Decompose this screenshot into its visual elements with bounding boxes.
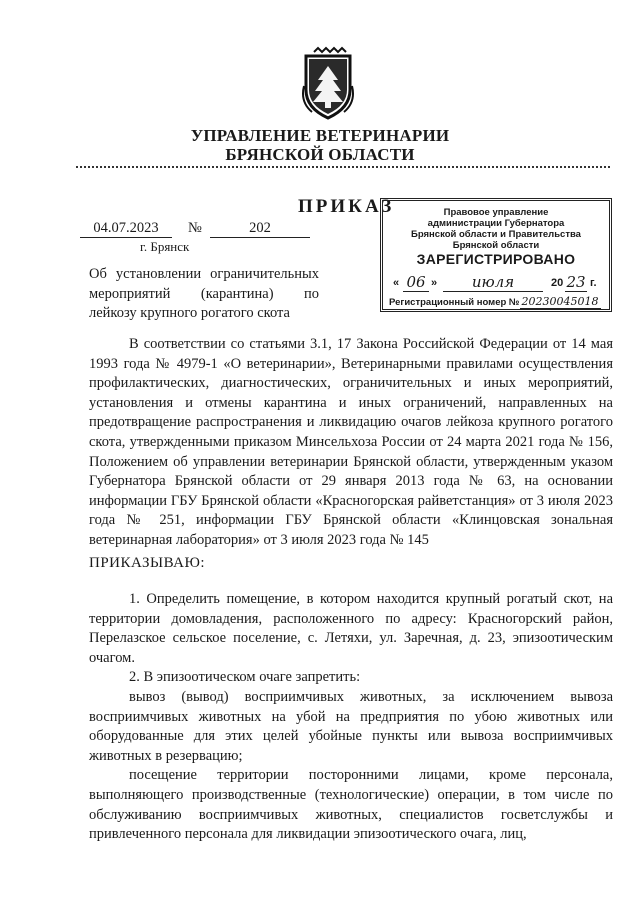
stamp-registration-number-row <box>389 295 609 308</box>
document-city: г. Брянск <box>140 239 190 254</box>
subject-line: мероприятий (карантина) по <box>89 285 319 302</box>
preamble-paragraph: В соответствии со статьями 3.1, 17 Закона Российской Федерации от 14 мая 1993 года № 4979-1 «О ветеринарии», Ветеринарными правилами осуществления профилактических, диагностических, ограничительных и иных мероприятий, установления и отмены карантина и иных ограничений, направленных на предотвращение распространения и ликвидацию очагов лейкоза крупного рогатого скота, утвержденными приказом Минсельхоза России от 24 марта 2021 года № 156, Положением об управлении ветеринарии Брянской области, утвержденным указом Губернатора Брянской области от 29 января 2013 года № 63, на основании информации ГБУ Брянской области «Красногорская райветстанция» от 3 июля 2023 года № 251, информации ГБУ Брянской области «Клинцовская зональная ветеринарная лаборатория» от 3 июля 2023 года № 145 <box>89 336 613 548</box>
stamp-year-suffix: 23 <box>566 273 586 291</box>
stamp-year-unit: г. <box>590 277 597 289</box>
stamp-registered-label: ЗАРЕГИСТРИРОВАНО <box>416 251 576 267</box>
header-dotted-divider <box>76 166 610 168</box>
subject-line: Об установлении ограничительных <box>89 266 319 282</box>
stamp-registration-number: 20230045018 <box>521 295 599 308</box>
document-subject <box>89 265 319 324</box>
order-item-2: 2. В эпизоотическом очаге запретить: <box>129 669 361 686</box>
stamp-line: Правовое управление <box>443 207 549 218</box>
preamble-section <box>89 335 613 551</box>
stamp-year-prefix: 20 <box>551 277 564 289</box>
stamp-month: июля <box>443 273 543 292</box>
order-item-2a: вывоз (вывод) восприимчивых животных, за исключением вывоза восприимчивых животных на убой на предприятия по убою животных или оборудованные для этих целей убойные пункты или вывоза восприимчивых животных в резервацию; <box>89 688 613 764</box>
document-number: 202 <box>210 220 310 238</box>
stamp-line: администрации Губернатора <box>427 218 565 229</box>
order-items-section <box>89 590 613 845</box>
organization-name-line2: БРЯНСКОЙ ОБЛАСТИ <box>225 145 415 164</box>
stamp-date-row: « 06 » июля 20 23 г. <box>393 273 597 291</box>
order-item-1: 1. Определить помещение, в котором находится крупный рогатый скот, на территории домовладения, расположенного по адресу: Красногорский район, Перелазское сельское поселение, с. Летяхи, ул. Заречная, д. 23, эпизоотическим очагом. <box>89 591 613 666</box>
document-title: ПРИКАЗ <box>298 196 395 217</box>
stamp-line: Брянской области и Правительства <box>411 229 581 240</box>
registration-stamp <box>380 198 612 312</box>
number-sign: № <box>188 220 202 236</box>
stamp-registration-label: Регистрационный номер № <box>389 297 520 308</box>
stamp-day: 06 <box>403 273 429 292</box>
organization-name-line1: УПРАВЛЕНИЕ ВЕТЕРИНАРИИ <box>190 126 450 145</box>
order-heading: ПРИКАЗЫВАЮ: <box>89 555 206 571</box>
stamp-line: Брянской области <box>452 240 540 251</box>
document-date: 04.07.2023 <box>80 220 172 238</box>
subject-line: лейкозу крупного рогатого скота <box>89 305 290 321</box>
order-item-2b: посещение территории посторонними лицами, кроме персонала, выполняющего производственные (технологические) операции, в том числе по обслуживанию восприимчивых животных, специалистов госветслужбы и привлеченного персонала для ликвидации эпизоотического очага, лиц, <box>89 767 613 843</box>
coat-of-arms-emblem <box>300 46 356 122</box>
